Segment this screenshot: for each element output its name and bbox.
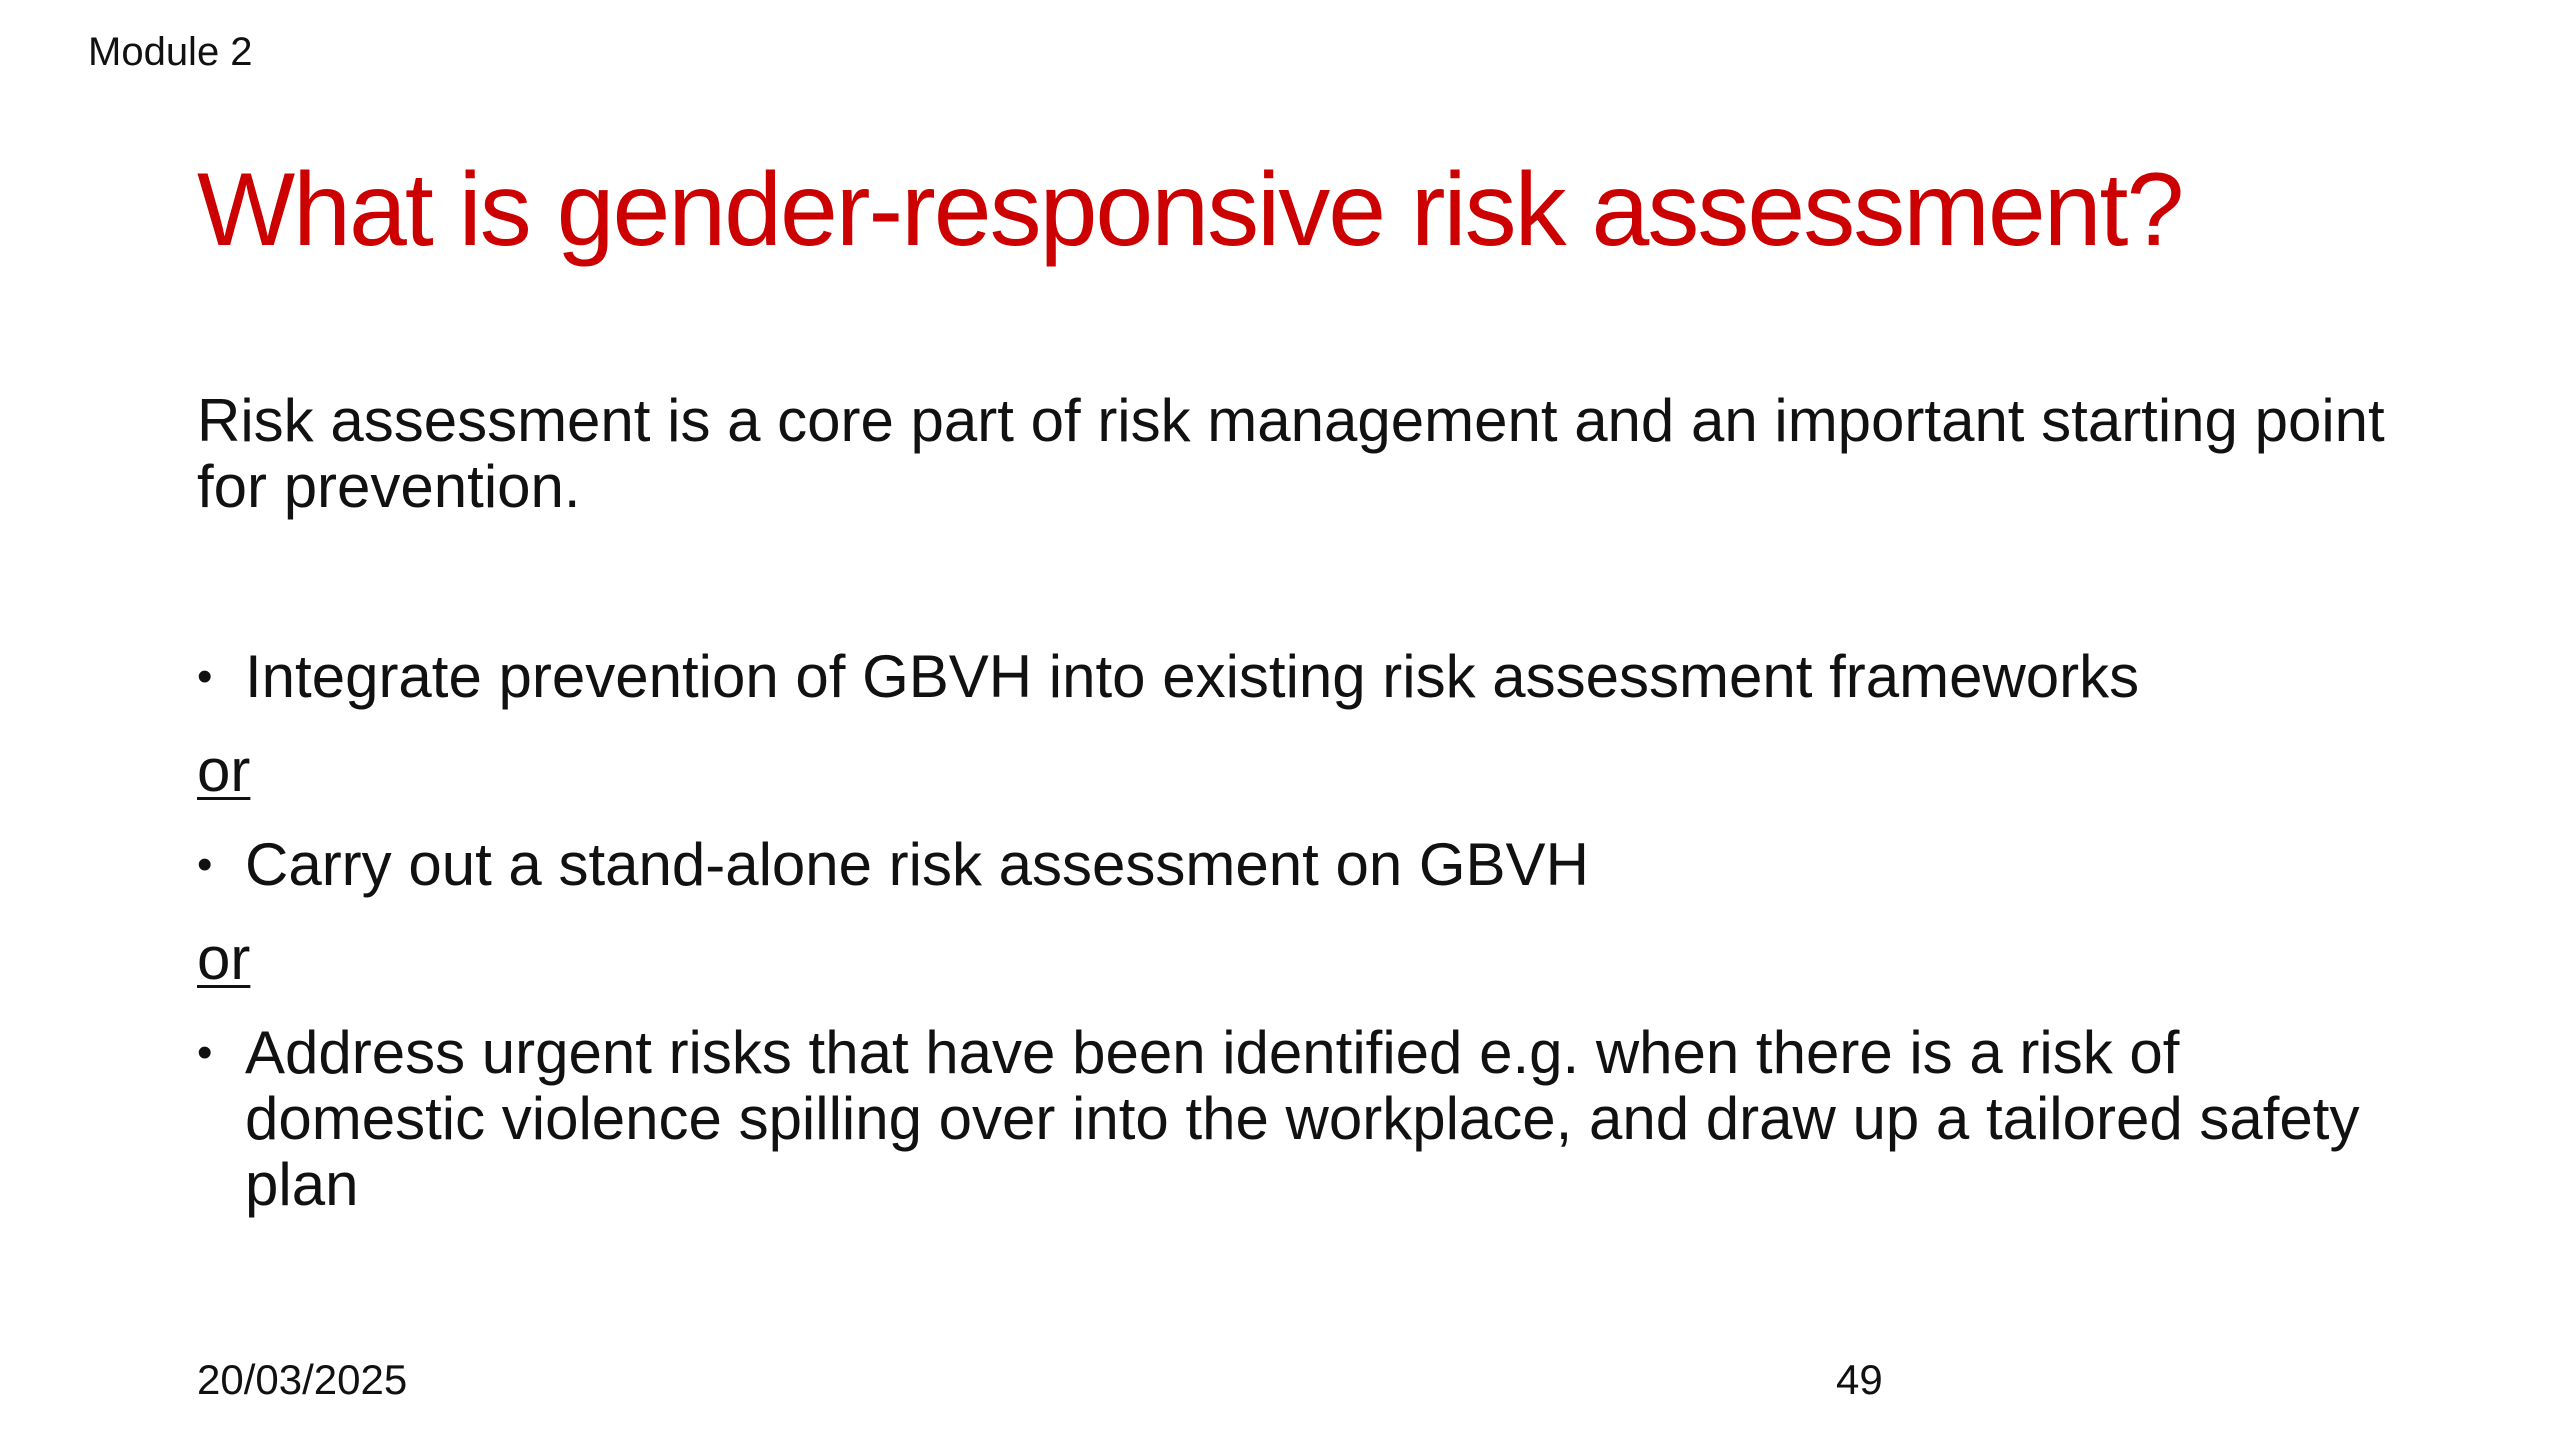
or-connector-2: or	[197, 925, 251, 992]
bullet-item-1	[197, 644, 2397, 710]
page-number: 49	[1836, 1356, 1883, 1403]
bullet-item-2	[197, 832, 2397, 898]
bullet-text: Integrate prevention of GBVH into existing risk assessment frameworks	[245, 643, 2140, 710]
bullet-item-3	[197, 1020, 2397, 1218]
bullet-icon: •	[197, 840, 213, 889]
intro-paragraph: Risk assessment is a core part of risk management and an important starting point for prevention.	[197, 387, 2385, 520]
or-connector-1: or	[197, 737, 251, 804]
footer-date: 20/03/2025	[197, 1356, 408, 1403]
bullet-icon: •	[197, 652, 213, 701]
bullet-icon: •	[197, 1028, 213, 1077]
bullet-text: Carry out a stand-alone risk assessment on GBVH	[245, 831, 1589, 898]
bullet-text: Address urgent risks that have been identified e.g. when there is a risk of domestic violence spilling over into the workplace, and draw up a tailored safety plan	[245, 1019, 2360, 1218]
slide-title: What is gender-responsive risk assessment?	[197, 152, 2183, 268]
module-label: Module 2	[88, 30, 253, 74]
